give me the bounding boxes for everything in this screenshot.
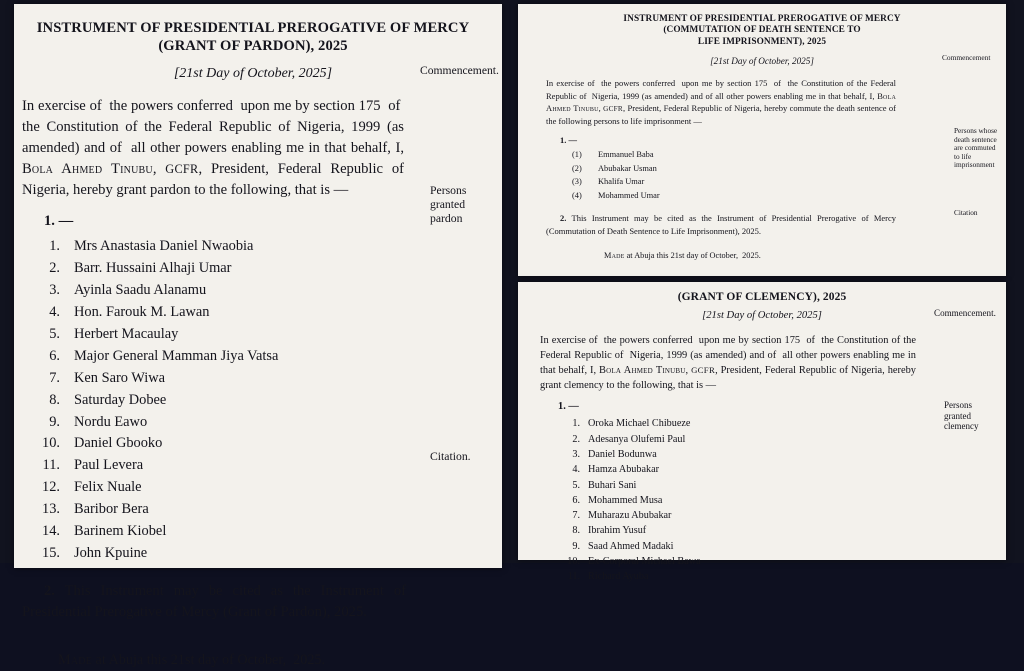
commutation-names-list — [532, 148, 992, 202]
clemency-date-line: [21st Day of October, 2025] — [702, 310, 822, 322]
clemency-margin-persons-granted-clemency: Persons granted clemency — [944, 400, 979, 432]
list-item: 3. Ayinla Saadu Alanamu — [49, 282, 207, 299]
pardon-names-list — [22, 236, 484, 564]
clemency-clause-1: 1. — — [558, 401, 579, 413]
commutation-body-text: In exercise of the powers conferred upon me by section 175 of the Constitution of the Federal Republic of Nigeria, 1999 (as amended) and of all other powers enabling me in that behalf, I, Bola Ahmed Tinubu, GCFR, President, Federal Republic of Nigeria, hereby commute the death sentence of the following persons to life imprisonment — — [546, 77, 896, 127]
list-item: 4. Hamza Abubakar — [572, 464, 659, 476]
list-item: 4. Hon. Farouk M. Lawan — [49, 304, 210, 321]
list-item: 15. John Kpuine — [42, 544, 148, 561]
list-item: 7. Muharazu Abubakar — [572, 510, 672, 522]
list-item: 11. Richard Ayuba — [567, 571, 649, 583]
list-item: 3. Daniel Bodunwa — [572, 448, 657, 460]
commutation-margin-citation: Citation — [954, 208, 978, 217]
pardon-title-line-1: INSTRUMENT OF PRESIDENTIAL PREROGATIVE OF MERCY — [36, 20, 470, 36]
list-item: 5. Buhari Sani — [572, 479, 637, 491]
list-item: 9. Nordu Eawo — [49, 413, 148, 430]
list-item: 6. Mohammed Musa — [572, 494, 663, 506]
commutation-title — [532, 14, 992, 48]
list-item: (1) Emmanuel Baba — [572, 149, 654, 159]
list-item: (4) Mohammed Umar — [572, 190, 660, 200]
list-item: 10. Daniel Gbooko — [42, 435, 163, 452]
commutation-title-line-3: LIFE IMPRISONMENT), 2025 — [697, 36, 827, 47]
list-item: 6. Major General Mamman Jiya Vatsa — [49, 347, 279, 364]
clemency-title-line-1: (GRANT OF CLEMENCY), 2025 — [677, 291, 847, 303]
list-item: 1. Mrs Anastasia Daniel Nwaobia — [49, 238, 254, 255]
commutation-commencement-note: Commencement — [942, 52, 991, 62]
list-item: 11. Paul Levera — [42, 457, 144, 474]
clemency-title — [532, 290, 992, 304]
pardon-title-line-2: (GRANT OF PARDON), 2025 — [158, 37, 348, 54]
list-item: 9. Saad Ahmed Madaki — [572, 540, 674, 552]
list-item: 13. Baribor Bera — [42, 501, 149, 518]
commutation-clause-1: 1. — — [560, 134, 577, 145]
clemency-names-list — [532, 416, 992, 584]
pardon-date-line: [21st Day of October, 2025] — [173, 65, 333, 81]
commutation-margin-persons-commuted: Persons whose death sentence are commuted to life imprisonment — [954, 126, 998, 170]
pardon-made-at: Made at Abuja this 21st day of October, 2025. — [58, 652, 326, 669]
commutation-clause-2: 2. This Instrument may be cited as the Instrument of Presidential Prerogative of Mercy (Commutation of Death Sentence to Life Imprisonment), 2025. — [546, 213, 896, 237]
pardon-body-text: In exercise of the powers conferred upon me by section 175 of the Constitution of the Federal Republic of Nigeria, 1999 (as amended) and of all other powers enabling me in that behalf, I, Bola Ahmed Tinubu, GCFR, President, Federal Republic of Nigeria, hereby grant pardon to the following, that is — — [22, 97, 404, 199]
document-commutation-of-death-sentence — [518, 4, 1006, 276]
list-item: 8. Saturday Dobee — [49, 391, 167, 408]
pardon-commencement-row — [22, 56, 499, 82]
list-item: 7. Ken Saro Wiwa — [49, 369, 166, 386]
pardon-title — [22, 20, 484, 56]
document-grant-of-pardon — [14, 4, 502, 669]
list-item: 8. Ibrahim Yusuf — [572, 525, 647, 537]
pardon-margin-persons-granted-pardon: Persons granted pardon — [430, 184, 467, 225]
list-item: 10. Ex-Corporal Michael Bawa — [567, 556, 701, 567]
commutation-title-line-2: (COMMUTATION OF DEATH SENTENCE TO — [663, 25, 861, 36]
list-item: 12. Felix Nuale — [42, 479, 142, 496]
commutation-commencement-row — [532, 48, 992, 69]
list-item: (2) Abubakar Usman — [572, 163, 657, 173]
pardon-clause-1: 1. — — [44, 213, 74, 230]
clemency-commencement-row — [532, 304, 996, 323]
commutation-title-line-1: INSTRUMENT OF PRESIDENTIAL PREROGATIVE OF MERCY — [623, 14, 901, 24]
list-item: 1. Oroka Michael Chibueze — [572, 418, 691, 430]
commutation-date-line: [21st Day of October, 2025] — [710, 55, 814, 66]
list-item: 14. Barinem Kiobel — [42, 522, 167, 539]
list-item: (3) Khalifa Umar — [572, 177, 645, 187]
clemency-body-text: In exercise of the powers conferred upon me by section 175 of the Constitution of the Federal Republic of Nigeria, 1999 (as amended) and of all other powers enabling me in that behalf, I, Bola Ahmed Tinubu, GCFR, President, Federal Republic of Nigeria, hereby grant clemency to the following, that is — — [540, 335, 916, 392]
pardon-clause-2: 2. This Instrument may be cited as the Instrument of Presidential Prerogative of Mercy (Grant of Pardon), 2025. — [22, 582, 406, 620]
list-item: 5. Herbert Macaulay — [49, 325, 179, 342]
commutation-made-at: Made at Abuja this 21st day of October, 2025. — [604, 250, 761, 260]
list-item: 2. Barr. Hussaini Alhaji Umar — [49, 260, 232, 277]
document-grant-of-clemency — [518, 282, 1006, 583]
clemency-commencement-note: Commencement. — [934, 308, 996, 319]
pardon-commencement-note: Commencement. — [420, 63, 499, 77]
list-item: 2. Adesanya Olufemi Paul — [572, 433, 686, 445]
pardon-margin-citation: Citation. — [430, 450, 471, 463]
